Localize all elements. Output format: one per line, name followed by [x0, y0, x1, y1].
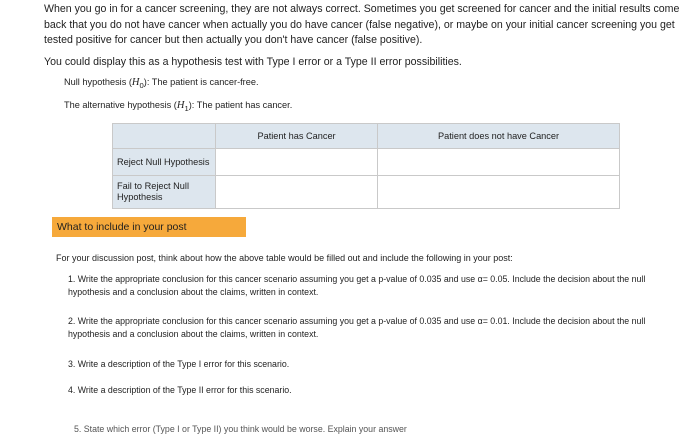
column-header-no-cancer: Patient does not have Cancer [378, 124, 620, 149]
intro-paragraph: When you go in for a cancer screening, they are not always correct. Sometimes you get screened for cancer and the initial results come back that you do not have cancer when actually you do have cancer (false negative), or maybe on your initial cancer screening you get tested positive for cancer but then actually you don't have cancer (false positive). [44, 3, 680, 46]
list-item: 2. Write the appropriate conclusion for this cancer scenario assuming you get a p-value of 0.035 and use α= 0.01. Include the decision about the null hypothesis and a conclusion about the claims, written in context. [68, 316, 646, 339]
alternative-hypothesis [64, 100, 292, 113]
cutoff-list-item: 5. State which error (Type I or Type II) you think would be worse. Explain your answer [74, 424, 407, 434]
row-header-reject-null: Reject Null Hypothesis [113, 149, 216, 176]
null-hypothesis-symbol: H [131, 77, 140, 88]
list-item: 3. Write a description of the Type I error for this scenario. [68, 359, 290, 369]
alt-hypothesis-label: The alternative hypothesis ( [64, 100, 177, 110]
row-header-fail-to-reject: Fail to Reject Null Hypothesis [113, 176, 216, 209]
error-type-table [112, 123, 620, 209]
table-cell-empty[interactable] [216, 176, 378, 209]
table-cell-empty[interactable] [378, 176, 620, 209]
table-cell-empty[interactable] [216, 149, 378, 176]
null-hypothesis-subscript: 0 [139, 80, 144, 90]
alt-hypothesis-symbol: H [176, 100, 185, 111]
null-hypothesis-label: Null hypothesis ( [64, 77, 132, 87]
null-hypothesis-text: ): The patient is cancer-free. [143, 77, 259, 87]
null-hypothesis [64, 77, 259, 90]
list-item: 4. Write a description of the Type II error for this scenario. [68, 385, 292, 395]
table-cell-empty[interactable] [378, 149, 620, 176]
alt-hypothesis-text: ): The patient has cancer. [188, 100, 293, 110]
hypothesis-test-sentence: You could display this as a hypothesis test with Type I error or a Type II error possibilities. [44, 56, 462, 68]
table-row [113, 176, 620, 209]
table-corner-cell [113, 124, 216, 149]
list-item: 1. Write the appropriate conclusion for this cancer scenario assuming you get a p-value of 0.035 and use α= 0.05. Include the decision about the null hypothesis and a conclusion about the claims, written in context. [68, 274, 646, 297]
alt-hypothesis-subscript: 1 [184, 103, 189, 113]
table-row [113, 149, 620, 176]
table-header-row [113, 124, 620, 149]
column-header-has-cancer: Patient has Cancer [216, 124, 378, 149]
discussion-prompt: For your discussion post, think about how the above table would be filled out and include the following in your post: [56, 253, 513, 263]
section-title-badge: What to include in your post [52, 217, 246, 237]
